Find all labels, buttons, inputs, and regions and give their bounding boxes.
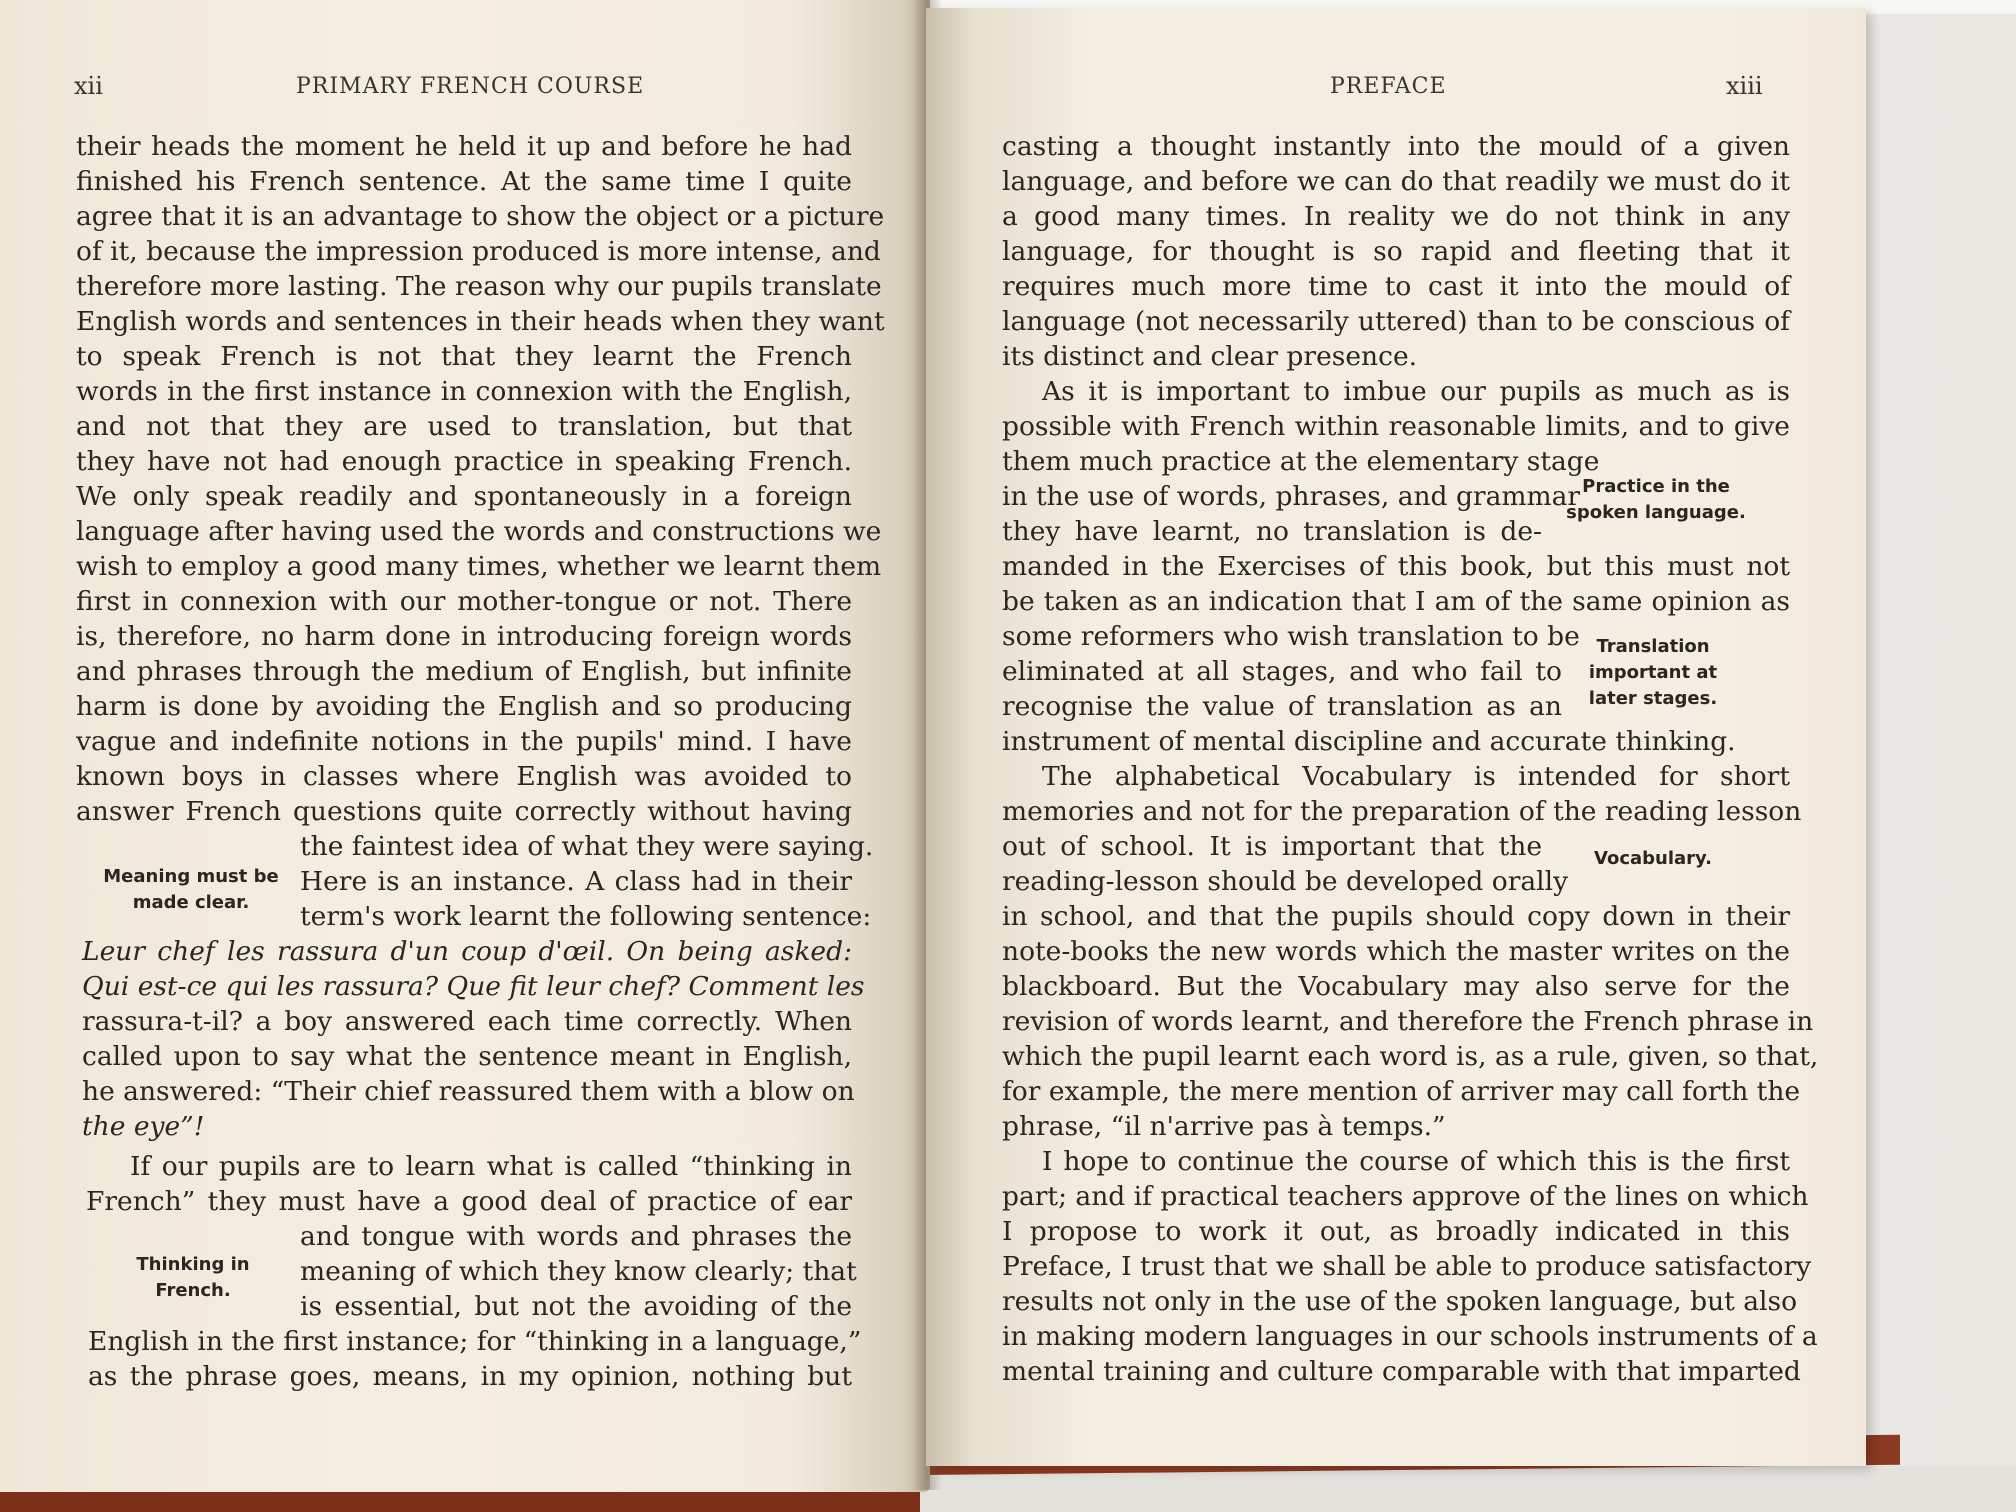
right-line: out of school. It is important that the: [1002, 831, 1542, 862]
right-line: part; and if practical teachers approve of the lines on which: [1002, 1181, 1809, 1212]
right-line: which the pupil learnt each word is, as a rule, given, so that,: [1002, 1041, 1819, 1072]
right-line: recognise the value of translation as an: [1002, 691, 1562, 722]
right-line: eliminated at all stages, and who fail to: [1002, 656, 1562, 687]
right-line: phrase, “il n'arrive pas à temps.”: [1002, 1111, 1446, 1142]
left-line: is essential, but not the avoiding of the: [300, 1291, 852, 1322]
right-line: requires much more time to cast it into the mould of: [1002, 271, 1790, 302]
right-line: its distinct and clear presence.: [1002, 341, 1418, 372]
left-line: they have not had enough practice in speaking French.: [76, 446, 852, 477]
margin-note-translation: Translation important at later stages.: [1588, 636, 1718, 709]
right-line: be taken as an indication that I am of the same opinion as: [1002, 586, 1790, 617]
right-line: results not only in the use of the spoken language, but also: [1002, 1286, 1798, 1317]
margin-note-practice: Practice in the spoken language.: [1566, 476, 1746, 523]
right-page: [926, 8, 1866, 1466]
left-line: the faintest idea of what they were saying.: [300, 831, 874, 862]
right-line: language, and before we can do that readily we must do it: [1002, 166, 1790, 197]
right-line: in school, and that the pupils should copy down in their: [1002, 901, 1790, 932]
right-line: casting a thought instantly into the mould of a given: [1002, 131, 1790, 162]
right-line: reading-lesson should be developed orally: [1002, 866, 1569, 897]
right-line: mental training and culture comparable with that imparted: [1002, 1356, 1801, 1387]
right-line: instrument of mental discipline and accurate thinking.: [1002, 726, 1736, 757]
left-line: If our pupils are to learn what is called “thinking in: [130, 1151, 852, 1182]
right-page-number: xiii: [1726, 72, 1763, 100]
right-line: a good many times. In reality we do not think in any: [1002, 201, 1790, 232]
left-line: first in connexion with our mother-tongue or not. There: [76, 586, 852, 617]
left-line: called upon to say what the sentence meant in English,: [82, 1041, 852, 1072]
left-line: Qui est-ce qui les rassura? Que fit leur chef? Comment les: [82, 971, 865, 1002]
right-line: language (not necessarily uttered) than to be conscious of: [1002, 306, 1790, 337]
left-line: he answered: “Their chief reassured them with a blow on: [82, 1076, 855, 1107]
right-line: they have learnt, no translation is de-: [1002, 516, 1542, 547]
left-line: rassura-t-il? a boy answered each time correctly. When: [82, 1006, 852, 1037]
left-line: known boys in classes where English was avoided to: [76, 761, 852, 792]
left-running-head: PRIMARY FRENCH COURSE: [296, 74, 645, 99]
left-line: to speak French is not that they learnt the French: [76, 341, 852, 372]
right-line: note-books the new words which the master writes on the: [1002, 936, 1790, 967]
right-line: in making modern languages in our schools instruments of a: [1002, 1321, 1818, 1352]
left-line: English in the first instance; for “thinking in a language,”: [88, 1326, 862, 1357]
left-line: is, therefore, no harm done in introducing foreign words: [76, 621, 852, 652]
margin-note-vocabulary: Vocabulary.: [1594, 848, 1712, 869]
left-line: English words and sentences in their heads when they want: [76, 306, 885, 337]
left-line: Here is an instance. A class had in their: [300, 866, 852, 897]
right-line: them much practice at the elementary stage: [1002, 446, 1600, 477]
right-line: revision of words learnt, and therefore the French phrase in: [1002, 1006, 1814, 1037]
margin-note-meaning: Meaning must be made clear.: [103, 866, 279, 913]
right-line: Preface, I trust that we shall be able to produce satisfactory: [1002, 1251, 1812, 1282]
right-running-head: PREFACE: [1330, 74, 1447, 99]
right-line: for example, the mere mention of arriver may call forth the: [1002, 1076, 1801, 1107]
left-line: therefore more lasting. The reason why our pupils translate: [76, 271, 882, 302]
right-line: manded in the Exercises of this book, but this must not: [1002, 551, 1790, 582]
right-line: As it is important to imbue our pupils as much as is: [1042, 376, 1790, 407]
right-line: I hope to continue the course of which this is the first: [1042, 1146, 1790, 1177]
left-line: We only speak readily and spontaneously in a foreign: [76, 481, 852, 512]
right-line: blackboard. But the Vocabulary may also serve for the: [1002, 971, 1790, 1002]
left-line: answer French questions quite correctly without having: [76, 796, 852, 827]
left-line: French” they must have a good deal of practice of ear: [86, 1186, 852, 1217]
right-line: The alphabetical Vocabulary is intended for short: [1042, 761, 1790, 792]
right-line: some reformers who wish translation to be: [1002, 621, 1580, 652]
left-line: and tongue with words and phrases the: [300, 1221, 852, 1252]
left-line: Leur chef les rassura d'un coup d'œil. On being asked:: [82, 936, 852, 967]
left-line: the eye”!: [82, 1111, 205, 1142]
left-line: meaning of which they know clearly; that: [300, 1256, 857, 1287]
margin-note-thinking: Thinking in French.: [136, 1254, 250, 1301]
left-line: words in the first instance in connexion with the English,: [76, 376, 852, 407]
left-page: [0, 0, 930, 1492]
left-line: of it, because the impression produced is more intense, and: [76, 236, 881, 267]
left-line: term's work learnt the following sentence:: [300, 901, 872, 932]
left-page-number: xii: [74, 72, 103, 100]
left-line: as the phrase goes, means, in my opinion, nothing but: [88, 1361, 852, 1392]
left-line: their heads the moment he held it up and before he had: [76, 131, 852, 162]
left-line: wish to employ a good many times, whether we learnt them: [76, 551, 882, 582]
right-line: memories and not for the preparation of the reading lesson: [1002, 796, 1802, 827]
left-line: and not that they are used to translation, but that: [76, 411, 852, 442]
left-line: finished his French sentence. At the same time I quite: [76, 166, 852, 197]
left-line: agree that it is an advantage to show the object or a picture: [76, 201, 885, 232]
right-line: in the use of words, phrases, and grammar: [1002, 481, 1581, 512]
left-line: language after having used the words and constructions we: [76, 516, 882, 547]
right-line: possible with French within reasonable limits, and to give: [1002, 411, 1790, 442]
left-line: and phrases through the medium of English, but infinite: [76, 656, 852, 687]
right-line: language, for thought is so rapid and fleeting that it: [1002, 236, 1790, 267]
left-line: harm is done by avoiding the English and so producing: [76, 691, 852, 722]
left-line: vague and indefinite notions in the pupils' mind. I have: [76, 726, 852, 757]
right-line: I propose to work it out, as broadly indicated in this: [1002, 1216, 1790, 1247]
